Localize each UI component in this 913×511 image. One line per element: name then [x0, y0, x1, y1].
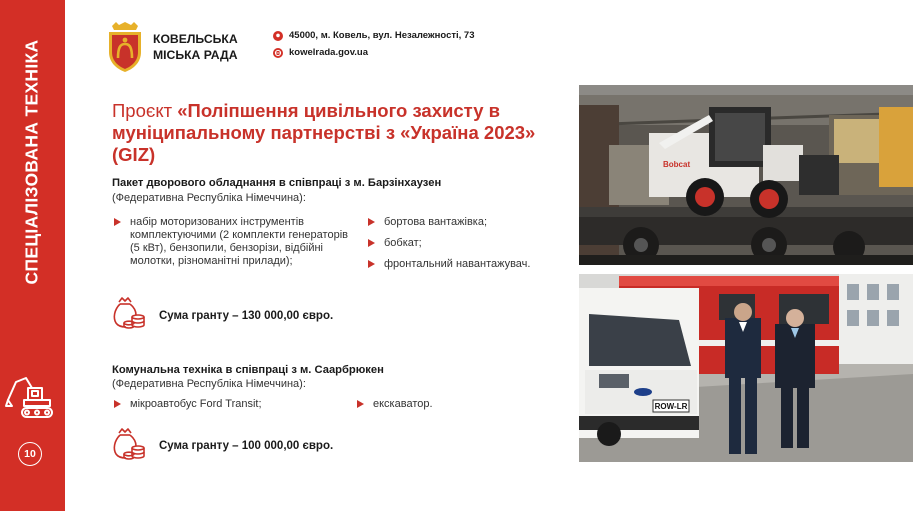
package2-note: (Федеративна Республіка Німеччина):	[112, 378, 306, 390]
project-title: Проєкт «Поліпшення цивільного захисту в муніципальному партнерстві з «Україна 2023» (GIZ)	[112, 100, 536, 165]
excavator-icon	[4, 374, 54, 422]
package2-heading: Комунальна техніка в співпраці з м. Саарбрюкен	[112, 364, 384, 376]
coat-of-arms-logo	[106, 22, 144, 72]
list-item: фронтальний навантажувач.	[366, 258, 576, 271]
globe-icon	[273, 48, 283, 58]
package1-list-left	[112, 216, 357, 274]
location-pin-icon	[273, 31, 283, 41]
section-title: СПЕЦІАЛІЗОВАНА ТЕХНІКА	[21, 39, 42, 285]
package1-heading: Пакет дворового обладнання в співпраці з м. Барзінхаузен	[112, 177, 442, 189]
package2-list-left	[112, 398, 342, 417]
package1-grant: Сума гранту – 130 000,00 євро.	[159, 310, 334, 322]
org-name: КОВЕЛЬСЬКА МІСЬКА РАДА	[153, 32, 238, 62]
sidebar	[0, 0, 65, 511]
list-item: бортова вантажівка;	[366, 216, 576, 229]
money-bag-icon	[110, 427, 146, 461]
list-item: мікроавтобус Ford Transit;	[112, 398, 342, 411]
license-plate: ROW-LR	[654, 402, 688, 411]
package1-note: (Федеративна Республіка Німеччина):	[112, 192, 306, 204]
list-item: бобкат;	[366, 237, 576, 250]
photo-bobcat-on-truck	[579, 85, 913, 265]
address: 45000, м. Ковель, вул. Незалежності, 73	[273, 30, 475, 41]
list-item: екскаватор.	[355, 398, 505, 411]
photo-minibus-and-fire-truck	[579, 274, 913, 462]
page-number: 10	[18, 442, 42, 466]
package2-grant: Сума гранту – 100 000,00 євро.	[159, 440, 334, 452]
list-item: набір моторизованих інструментів комплектуючими (2 комплекти генераторів (5 кВт), бензопили, бензорізи, відбійні молотки, різноманітні прилади);	[112, 216, 357, 268]
money-bag-icon	[110, 296, 146, 330]
package1-list-right	[366, 216, 576, 279]
website[interactable]: kowelrada.gov.ua	[273, 47, 368, 58]
package2-list-right	[355, 398, 505, 417]
svg-text:Bobcat: Bobcat	[663, 160, 691, 169]
